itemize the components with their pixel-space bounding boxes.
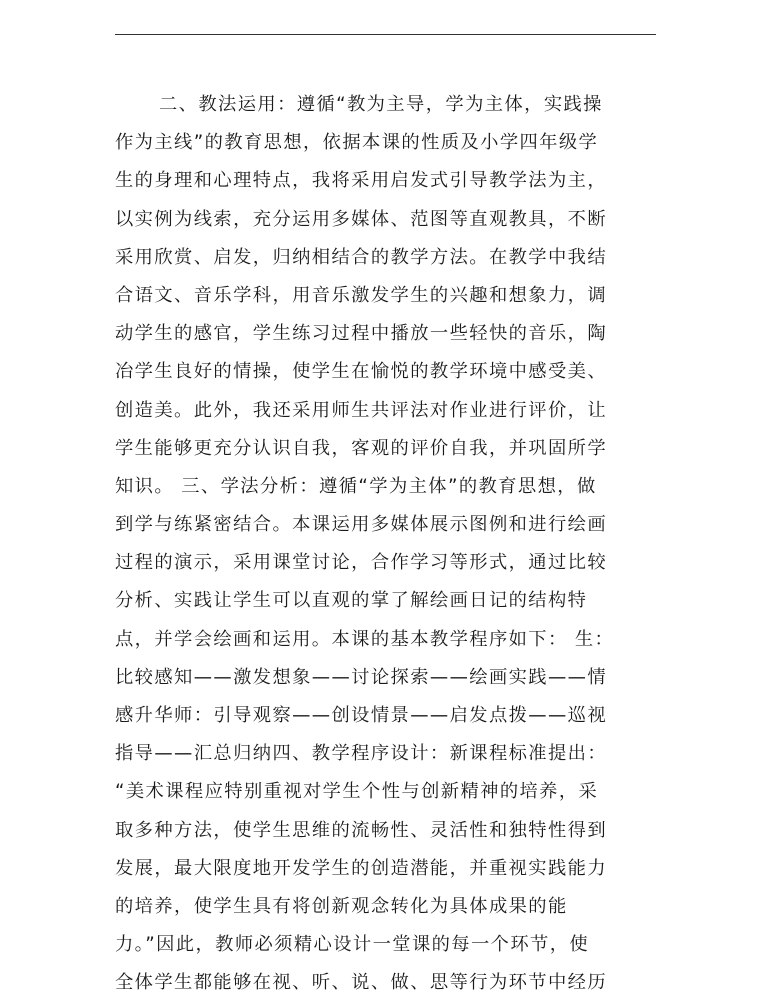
- text-line: 分析、实践让学生可以直观的掌了解绘画日记的结构特: [115, 590, 588, 612]
- text-line: 作为主线”的教育思想，依据本课的性质及小学四年级学: [115, 132, 599, 154]
- text-line: 合语文、音乐学科，用音乐激发学生的兴趣和想象力，调: [115, 284, 608, 306]
- text-line: 比较感知——激发想象——讨论探索——绘画实践——情: [115, 666, 608, 688]
- text-line: 全体学生都能够在视、听、说、做、思等行为环节中经历: [115, 972, 608, 994]
- header-rule: [115, 34, 656, 35]
- text-line: 采用欣赏、启发，归纳相结合的教学方法。在教学中我结: [115, 246, 608, 268]
- text-line: 生的身理和心理特点，我将采用启发式引导教学法为主，: [115, 170, 608, 192]
- text-line: 学生能够更充分认识自我，客观的评价自我，并巩固所学: [115, 437, 608, 459]
- text-line: 冶学生良好的情操，使学生在愉悦的教学环境中感受美、: [115, 361, 608, 383]
- body-paragraph: [115, 86, 660, 1003]
- text-line: 感升华师：引导观察——创设情景——启发点拨——巡视: [115, 705, 608, 726]
- text-line: 二、教法运用：遵循“教为主导，学为主体，实践操: [159, 94, 603, 115]
- text-line: 的培养，使学生具有将创新观念转化为具体成果的能: [115, 895, 568, 917]
- text-line: 点，并学会绘画和运用。本课的基本教学程序如下： 生：: [115, 628, 615, 650]
- text-line: 指导——汇总归纳四、教学程序设计：新课程标准提出：: [115, 743, 608, 765]
- text-line: 力。”因此，教师必须精心设计一堂课的每一个环节，使: [115, 934, 590, 956]
- text-line: 过程的演示，采用课堂讨论，合作学习等形式，通过比较: [115, 552, 608, 574]
- text-line: 以实例为线索，充分运用多媒体、范图等直观教具，不断: [115, 208, 608, 230]
- text-line: 取多种方法，使学生思维的流畅性、灵活性和独特性得到: [115, 819, 608, 841]
- text-line: “美术课程应特别重视对学生个性与创新精神的培养，采: [115, 781, 599, 803]
- text-line: 知识。 三、学法分析：遵循“学为主体”的教育思想，做: [115, 475, 597, 497]
- text-line: 动学生的感官，学生练习过程中播放一些轻快的音乐，陶: [115, 323, 608, 345]
- text-line: 到学与练紧密结合。本课运用多媒体展示图例和进行绘画: [115, 514, 608, 536]
- text-line: 发展，最大限度地开发学生的创造潜能，并重视实践能力: [115, 857, 608, 879]
- text-line: 创造美。此外，我还采用师生共评法对作业进行评价，让: [115, 399, 608, 421]
